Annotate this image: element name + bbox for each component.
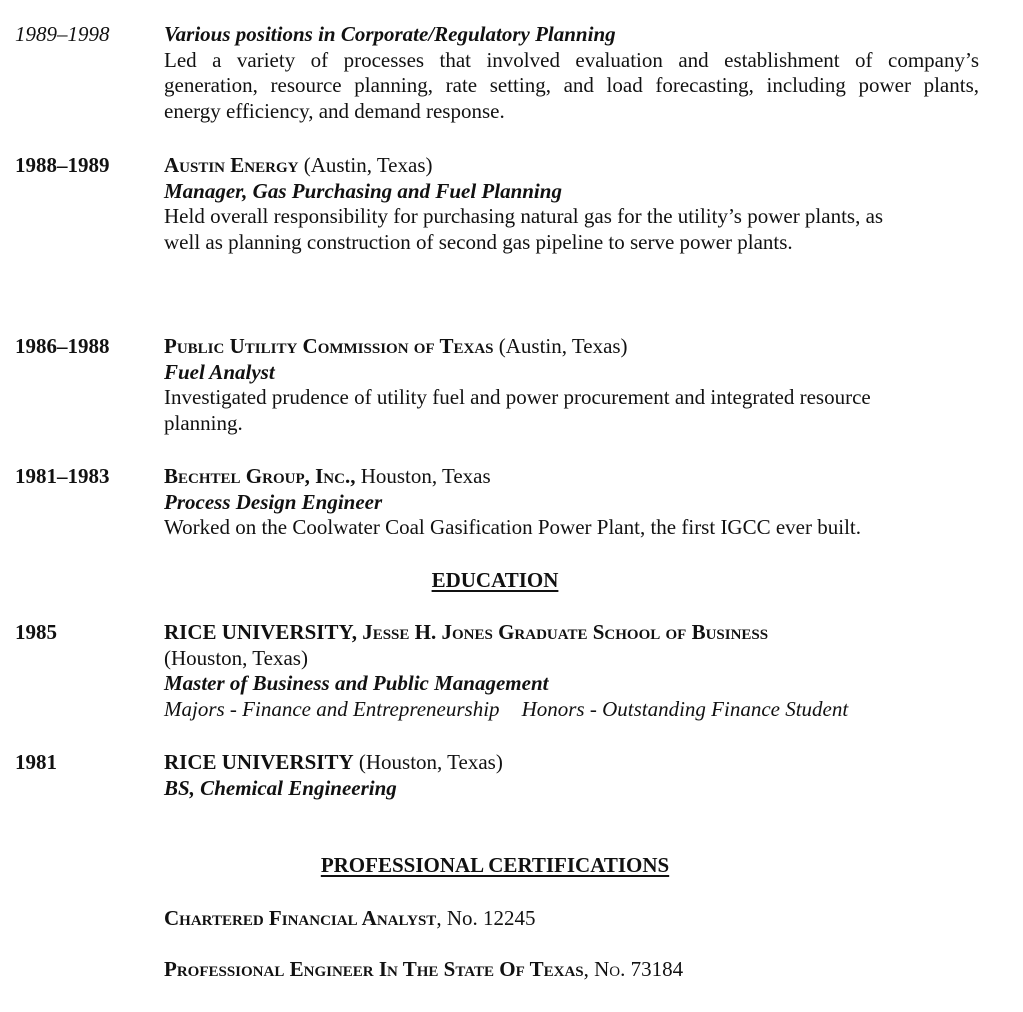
education-school: RICE UNIVERSITY (164, 750, 354, 774)
education-majors: Majors - Finance and Entrepreneurship (164, 696, 500, 721)
experience-content (164, 153, 979, 255)
experience-role: Fuel Analyst (164, 359, 275, 384)
experience-description-line: energy efficiency, and demand response. (164, 98, 505, 123)
education-school-sub: Jesse H. Jones Graduate School of Business (356, 620, 769, 644)
certification-name: Chartered Financial Analyst (164, 906, 437, 930)
certification-name: Professional Engineer In The State Of Texas (164, 957, 584, 981)
education-content (164, 750, 979, 801)
experience-role: Various positions in Corporate/Regulatory Planning (164, 22, 616, 46)
experience-description-line: Investigated prudence of utility fuel and power procurement and integrated resource (164, 385, 871, 409)
experience-org: Bechtel Group, Inc., (164, 464, 356, 488)
experience-location: (Austin, Texas) (298, 153, 433, 177)
experience-description-line: Worked on the Coolwater Coal Gasification Power Plant, the first IGCC ever built. (164, 515, 861, 539)
experience-org: Austin Energy (164, 153, 299, 177)
education-details-line (164, 697, 979, 723)
education-location: (Houston, Texas) (353, 750, 503, 774)
experience-org: Public Utility Commission of Texas (164, 334, 494, 358)
experience-description-line: Led a variety of processes that involved evaluation and establishment of company’s (164, 47, 979, 72)
experience-org-line (164, 334, 979, 360)
education-school: RICE UNIVERSITY, (164, 620, 357, 644)
education-school-line (164, 750, 979, 776)
certification-number: , No. 73184 (583, 957, 684, 981)
education-school-line (164, 620, 979, 646)
experience-dates: 1981–1983 (15, 464, 110, 488)
experience-dates: 1986–1988 (15, 334, 110, 358)
education-year: 1981 (15, 750, 57, 774)
experience-content (164, 22, 979, 124)
education-location: (Houston, Texas) (164, 645, 308, 670)
experience-content (164, 464, 979, 541)
experience-role: Process Design Engineer (164, 489, 383, 514)
experience-org-line (164, 153, 979, 179)
experience-role: Manager, Gas Purchasing and Fuel Planning (164, 178, 562, 203)
certification-item (164, 957, 683, 983)
education-content (164, 620, 979, 722)
certifications-heading: PROFESSIONAL CERTIFICATIONS (320, 853, 670, 877)
experience-dates: 1989–1998 (15, 22, 110, 46)
experience-description-line: Held overall responsibility for purchasing natural gas for the utility’s power plants, as (164, 204, 884, 228)
experience-description-line: planning. (164, 410, 243, 435)
experience-location: Houston, Texas (355, 464, 491, 488)
experience-description-line: well as planning construction of second gas pipeline to serve power plants. (164, 229, 793, 254)
education-degree: Master of Business and Public Management (164, 671, 549, 695)
experience-content (164, 334, 979, 436)
certification-number: , No. 12245 (436, 906, 536, 930)
experience-org-line (164, 464, 979, 490)
experience-dates: 1988–1989 (15, 153, 110, 177)
education-degree: BS, Chemical Engineering (164, 775, 397, 800)
education-heading: EDUCATION (431, 568, 559, 592)
education-honors: Honors - Outstanding Finance Student (521, 696, 849, 721)
certification-item (164, 906, 535, 932)
experience-description-line: generation, resource planning, rate setting, and load forecasting, including power plants, (164, 73, 979, 97)
education-year: 1985 (15, 620, 57, 644)
experience-location: (Austin, Texas) (493, 334, 628, 358)
